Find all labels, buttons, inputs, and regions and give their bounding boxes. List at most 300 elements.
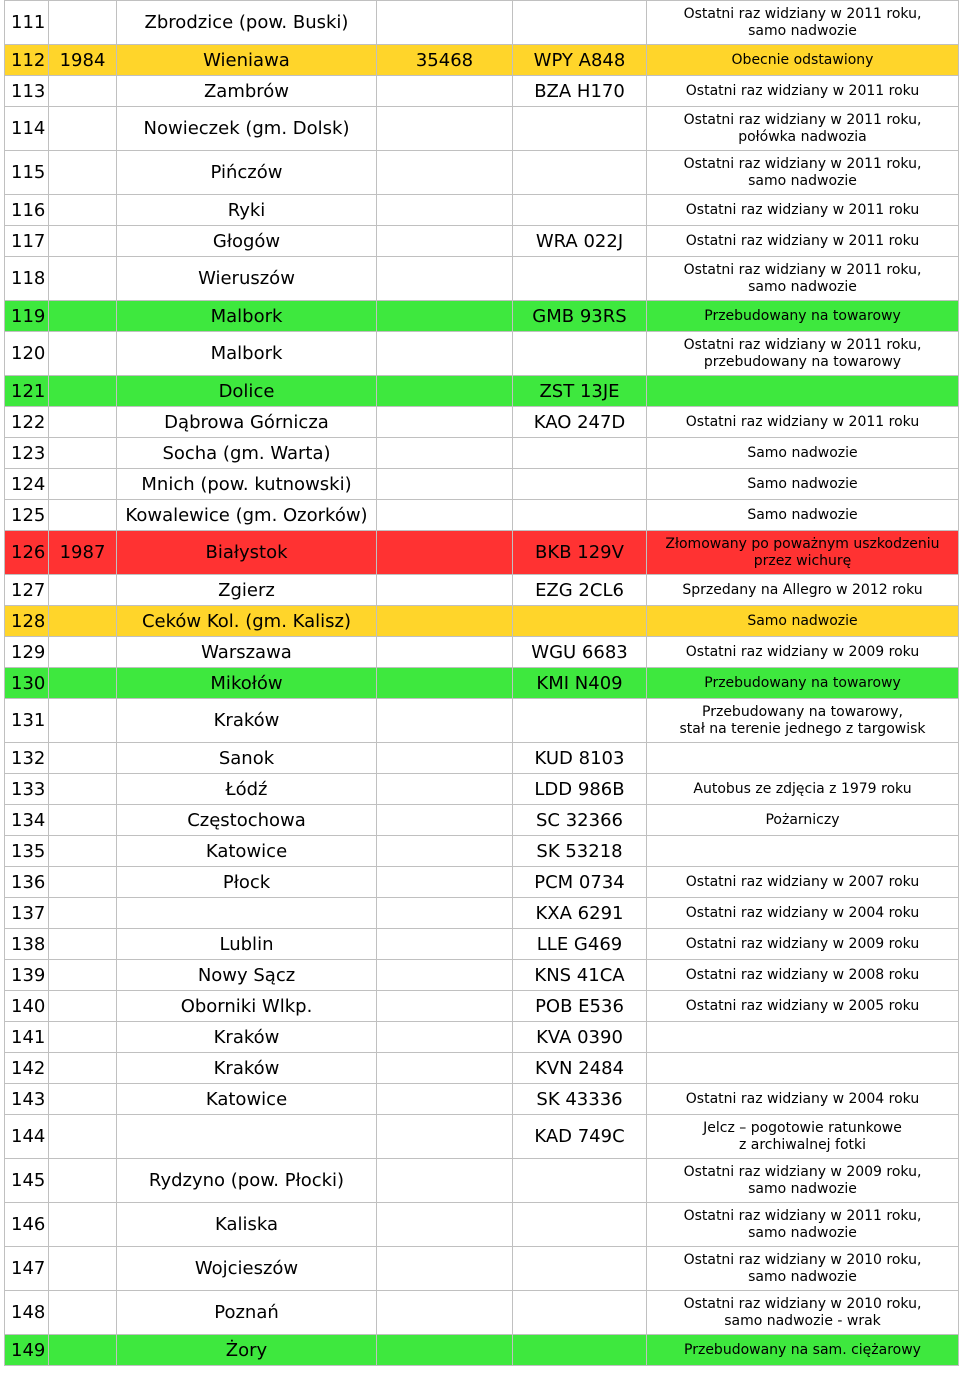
cell-nr: 143 (5, 1084, 49, 1115)
cell-nr: 139 (5, 960, 49, 991)
cell-nr: 127 (5, 575, 49, 606)
cell-city: Zgierz (117, 575, 377, 606)
note-line: Pożarniczy (765, 811, 840, 828)
note-line: przebudowany na towarowy (703, 353, 902, 370)
table-row (5, 332, 959, 376)
cell-registration: KVN 2484 (513, 1053, 647, 1084)
cell-nr: 140 (5, 991, 49, 1022)
cell-registration: POB E536 (513, 991, 647, 1022)
table-row (5, 774, 959, 805)
cell-nr: 116 (5, 195, 49, 226)
table-row (5, 898, 959, 929)
cell-registration (513, 1, 647, 45)
cell-side-number (377, 929, 513, 960)
table-row (5, 195, 959, 226)
cell-note (647, 668, 959, 699)
cell-year (49, 1115, 117, 1159)
cell-city: Oborniki Wlkp. (117, 991, 377, 1022)
cell-nr: 119 (5, 301, 49, 332)
cell-year (49, 1159, 117, 1203)
cell-registration: KNS 41CA (513, 960, 647, 991)
cell-nr: 121 (5, 376, 49, 407)
cell-year (49, 606, 117, 637)
cell-side-number (377, 960, 513, 991)
table-row (5, 743, 959, 774)
cell-registration: KVA 0390 (513, 1022, 647, 1053)
cell-city: Malbork (117, 301, 377, 332)
cell-nr: 147 (5, 1247, 49, 1291)
cell-city: Ryki (117, 195, 377, 226)
cell-nr: 114 (5, 107, 49, 151)
cell-city (117, 1115, 377, 1159)
cell-note (647, 898, 959, 929)
cell-side-number (377, 1203, 513, 1247)
cell-note (647, 332, 959, 376)
table-row (5, 151, 959, 195)
cell-registration: SK 43336 (513, 1084, 647, 1115)
cell-year (49, 469, 117, 500)
cell-city: Warszawa (117, 637, 377, 668)
note-line: Ostatni raz widziany w 2009 roku, (683, 1163, 922, 1180)
note-line: Samo nadwozie (747, 444, 858, 461)
cell-city: Dolice (117, 376, 377, 407)
cell-year (49, 1053, 117, 1084)
cell-city: Mnich (pow. kutnowski) (117, 469, 377, 500)
note-line: przez wichurę (753, 552, 852, 569)
table-row (5, 376, 959, 407)
table-row (5, 500, 959, 531)
cell-registration (513, 1159, 647, 1203)
cell-note (647, 1247, 959, 1291)
note-line: samo nadwozie (748, 1224, 857, 1241)
cell-year (49, 836, 117, 867)
cell-note (647, 257, 959, 301)
cell-registration (513, 469, 647, 500)
note-line: Ostatni raz widziany w 2011 roku (685, 82, 920, 99)
cell-nr: 137 (5, 898, 49, 929)
cell-registration: KAO 247D (513, 407, 647, 438)
cell-side-number (377, 668, 513, 699)
cell-side-number (377, 575, 513, 606)
cell-year (49, 960, 117, 991)
cell-note (647, 575, 959, 606)
cell-note (647, 45, 959, 76)
note-line: połówka nadwozia (738, 128, 867, 145)
table-row (5, 699, 959, 743)
cell-registration: KXA 6291 (513, 898, 647, 929)
table-row (5, 867, 959, 898)
note-line: Ostatni raz widziany w 2011 roku, (683, 5, 922, 22)
cell-year (49, 774, 117, 805)
cell-city: Kraków (117, 699, 377, 743)
cell-registration (513, 107, 647, 151)
cell-nr: 126 (5, 531, 49, 575)
note-line: Ostatni raz widziany w 2004 roku (685, 1090, 920, 1107)
cell-side-number (377, 699, 513, 743)
cell-note (647, 531, 959, 575)
note-line: samo nadwozie - wrak (724, 1312, 881, 1329)
cell-year (49, 107, 117, 151)
cell-note (647, 500, 959, 531)
cell-city: Kraków (117, 1053, 377, 1084)
cell-nr: 144 (5, 1115, 49, 1159)
cell-registration: LDD 986B (513, 774, 647, 805)
cell-note (647, 469, 959, 500)
note-line: Samo nadwozie (747, 475, 858, 492)
cell-year (49, 668, 117, 699)
note-line: Obecnie odstawiony (731, 51, 874, 68)
table-row (5, 407, 959, 438)
table-row (5, 1291, 959, 1335)
table-row (5, 301, 959, 332)
cell-registration (513, 1203, 647, 1247)
table-row (5, 531, 959, 575)
cell-city: Zbrodzice (pow. Buski) (117, 1, 377, 45)
cell-nr: 111 (5, 1, 49, 45)
cell-side-number (377, 469, 513, 500)
cell-nr: 141 (5, 1022, 49, 1053)
cell-side-number (377, 1115, 513, 1159)
note-line: Ostatni raz widziany w 2011 roku (685, 413, 920, 430)
cell-note (647, 1, 959, 45)
cell-nr: 125 (5, 500, 49, 531)
cell-city: Kowalewice (gm. Ozorków) (117, 500, 377, 531)
table-row (5, 107, 959, 151)
cell-year (49, 1247, 117, 1291)
cell-side-number (377, 195, 513, 226)
cell-note (647, 76, 959, 107)
note-line: Samo nadwozie (747, 506, 858, 523)
table-row (5, 575, 959, 606)
cell-side-number (377, 76, 513, 107)
cell-year (49, 151, 117, 195)
cell-registration: SK 53218 (513, 836, 647, 867)
cell-city: Żory (117, 1335, 377, 1366)
note-line: Jelcz – pogotowie ratunkowe (703, 1119, 902, 1136)
table-row (5, 668, 959, 699)
cell-registration: BZA H170 (513, 76, 647, 107)
table-row (5, 438, 959, 469)
cell-city: Białystok (117, 531, 377, 575)
cell-side-number (377, 151, 513, 195)
cell-side-number (377, 332, 513, 376)
note-line: Ostatni raz widziany w 2005 roku (685, 997, 920, 1014)
cell-registration: EZG 2CL6 (513, 575, 647, 606)
cell-year (49, 699, 117, 743)
cell-city: Lublin (117, 929, 377, 960)
vehicle-table (4, 0, 959, 1366)
cell-city: Ceków Kol. (gm. Kalisz) (117, 606, 377, 637)
cell-note (647, 1291, 959, 1335)
cell-side-number (377, 1159, 513, 1203)
cell-side-number (377, 606, 513, 637)
table-row (5, 1159, 959, 1203)
cell-nr: 124 (5, 469, 49, 500)
note-line: Przebudowany na towarowy, (702, 703, 903, 720)
cell-note (647, 407, 959, 438)
cell-year (49, 407, 117, 438)
note-line: samo nadwozie (748, 172, 857, 189)
cell-note (647, 1084, 959, 1115)
cell-note (647, 438, 959, 469)
cell-city: Nowy Sącz (117, 960, 377, 991)
cell-nr: 115 (5, 151, 49, 195)
table-row (5, 1022, 959, 1053)
note-line: Ostatni raz widziany w 2008 roku (685, 966, 920, 983)
cell-nr: 142 (5, 1053, 49, 1084)
note-line: Ostatni raz widziany w 2009 roku (685, 935, 920, 952)
cell-registration (513, 332, 647, 376)
cell-nr: 145 (5, 1159, 49, 1203)
cell-city: Malbork (117, 332, 377, 376)
cell-registration: KUD 8103 (513, 743, 647, 774)
cell-note (647, 699, 959, 743)
cell-year: 1987 (49, 531, 117, 575)
note-line: Sprzedany na Allegro w 2012 roku (682, 581, 923, 598)
cell-registration (513, 257, 647, 301)
table-row (5, 226, 959, 257)
table-row (5, 1, 959, 45)
cell-note (647, 743, 959, 774)
table-row (5, 45, 959, 76)
cell-year (49, 929, 117, 960)
cell-side-number (377, 867, 513, 898)
cell-note (647, 836, 959, 867)
cell-registration: BKB 129V (513, 531, 647, 575)
cell-year (49, 991, 117, 1022)
cell-registration (513, 1247, 647, 1291)
cell-registration (513, 438, 647, 469)
note-line: stał na terenie jednego z targowisk (679, 720, 926, 737)
cell-side-number (377, 1084, 513, 1115)
cell-city: Mikołów (117, 668, 377, 699)
cell-city: Socha (gm. Warta) (117, 438, 377, 469)
cell-note (647, 1053, 959, 1084)
cell-year (49, 898, 117, 929)
note-line: Ostatni raz widziany w 2007 roku (685, 873, 920, 890)
cell-registration: GMB 93RS (513, 301, 647, 332)
cell-registration (513, 500, 647, 531)
cell-year (49, 1022, 117, 1053)
table-row (5, 1247, 959, 1291)
cell-city: Katowice (117, 1084, 377, 1115)
cell-year (49, 301, 117, 332)
cell-side-number (377, 1247, 513, 1291)
cell-city: Kaliska (117, 1203, 377, 1247)
cell-side-number (377, 743, 513, 774)
cell-note (647, 991, 959, 1022)
note-line: Samo nadwozie (747, 612, 858, 629)
cell-note (647, 606, 959, 637)
table-row (5, 960, 959, 991)
cell-note (647, 301, 959, 332)
cell-nr: 135 (5, 836, 49, 867)
cell-registration: WGU 6683 (513, 637, 647, 668)
cell-year (49, 1335, 117, 1366)
cell-nr: 122 (5, 407, 49, 438)
note-line: Ostatni raz widziany w 2011 roku (685, 201, 920, 218)
cell-registration (513, 1291, 647, 1335)
cell-nr: 133 (5, 774, 49, 805)
cell-city: Wieniawa (117, 45, 377, 76)
cell-nr: 131 (5, 699, 49, 743)
cell-city: Katowice (117, 836, 377, 867)
cell-side-number (377, 257, 513, 301)
table-row (5, 257, 959, 301)
cell-city: Łódź (117, 774, 377, 805)
cell-registration (513, 195, 647, 226)
note-line: Ostatni raz widziany w 2009 roku (685, 643, 920, 660)
table-row (5, 1203, 959, 1247)
cell-city: Zambrów (117, 76, 377, 107)
cell-year (49, 1291, 117, 1335)
note-line: Ostatni raz widziany w 2011 roku, (683, 155, 922, 172)
note-line: Ostatni raz widziany w 2011 roku, (683, 336, 922, 353)
cell-year (49, 1203, 117, 1247)
cell-note (647, 1115, 959, 1159)
cell-note (647, 805, 959, 836)
cell-city: Głogów (117, 226, 377, 257)
cell-nr: 134 (5, 805, 49, 836)
cell-nr: 112 (5, 45, 49, 76)
note-line: Ostatni raz widziany w 2011 roku, (683, 1207, 922, 1224)
table-row (5, 1115, 959, 1159)
cell-year (49, 867, 117, 898)
table-row (5, 1335, 959, 1366)
cell-side-number (377, 1, 513, 45)
cell-city: Rydzyno (pow. Płocki) (117, 1159, 377, 1203)
cell-city: Pińczów (117, 151, 377, 195)
cell-side-number (377, 774, 513, 805)
cell-registration (513, 606, 647, 637)
cell-note (647, 774, 959, 805)
table-row (5, 469, 959, 500)
cell-nr: 148 (5, 1291, 49, 1335)
table-row (5, 606, 959, 637)
cell-nr: 146 (5, 1203, 49, 1247)
cell-registration: LLE G469 (513, 929, 647, 960)
note-line: Przebudowany na towarowy (704, 307, 901, 324)
table-row (5, 805, 959, 836)
note-line: Złomowany po poważnym uszkodzeniu (665, 535, 940, 552)
note-line: Ostatni raz widziany w 2010 roku, (683, 1251, 922, 1268)
cell-nr: 128 (5, 606, 49, 637)
cell-year (49, 637, 117, 668)
cell-year (49, 332, 117, 376)
cell-nr: 117 (5, 226, 49, 257)
note-line: samo nadwozie (748, 278, 857, 295)
cell-nr: 129 (5, 637, 49, 668)
cell-registration (513, 151, 647, 195)
cell-side-number (377, 637, 513, 668)
cell-year: 1984 (49, 45, 117, 76)
cell-side-number (377, 1335, 513, 1366)
cell-nr: 138 (5, 929, 49, 960)
cell-note (647, 960, 959, 991)
cell-note (647, 1159, 959, 1203)
cell-side-number (377, 991, 513, 1022)
cell-side-number (377, 1022, 513, 1053)
cell-year (49, 743, 117, 774)
cell-nr: 136 (5, 867, 49, 898)
cell-side-number: 35468 (377, 45, 513, 76)
cell-registration: ZST 13JE (513, 376, 647, 407)
cell-city: Kraków (117, 1022, 377, 1053)
note-line: Przebudowany na sam. ciężarowy (684, 1341, 921, 1358)
table-row (5, 1053, 959, 1084)
cell-side-number (377, 1053, 513, 1084)
cell-city: Dąbrowa Górnicza (117, 407, 377, 438)
note-line: z archiwalnej fotki (738, 1136, 866, 1153)
cell-city: Częstochowa (117, 805, 377, 836)
cell-nr: 120 (5, 332, 49, 376)
cell-side-number (377, 500, 513, 531)
cell-note (647, 929, 959, 960)
cell-nr: 113 (5, 76, 49, 107)
cell-note (647, 376, 959, 407)
table-row (5, 991, 959, 1022)
table-row (5, 1084, 959, 1115)
cell-year (49, 575, 117, 606)
cell-nr: 123 (5, 438, 49, 469)
cell-side-number (377, 376, 513, 407)
cell-note (647, 1203, 959, 1247)
cell-note (647, 151, 959, 195)
cell-side-number (377, 1291, 513, 1335)
note-line: samo nadwozie (748, 1268, 857, 1285)
cell-year (49, 1084, 117, 1115)
cell-registration (513, 1335, 647, 1366)
cell-city: Sanok (117, 743, 377, 774)
cell-year (49, 500, 117, 531)
table-row (5, 929, 959, 960)
note-line: Ostatni raz widziany w 2010 roku, (683, 1295, 922, 1312)
cell-side-number (377, 805, 513, 836)
cell-year (49, 805, 117, 836)
cell-nr: 132 (5, 743, 49, 774)
cell-city: Nowieczek (gm. Dolsk) (117, 107, 377, 151)
cell-registration: WPY A848 (513, 45, 647, 76)
note-line: Ostatni raz widziany w 2011 roku, (683, 111, 922, 128)
cell-city: Poznań (117, 1291, 377, 1335)
cell-registration: WRA 022J (513, 226, 647, 257)
cell-city: Wojcieszów (117, 1247, 377, 1291)
cell-year (49, 226, 117, 257)
table-row (5, 76, 959, 107)
table-row (5, 836, 959, 867)
cell-city (117, 898, 377, 929)
cell-side-number (377, 836, 513, 867)
note-line: Ostatni raz widziany w 2004 roku (685, 904, 920, 921)
table-row (5, 637, 959, 668)
cell-side-number (377, 107, 513, 151)
cell-nr: 130 (5, 668, 49, 699)
cell-year (49, 76, 117, 107)
cell-year (49, 257, 117, 301)
note-line: samo nadwozie (748, 22, 857, 39)
cell-note (647, 107, 959, 151)
cell-side-number (377, 438, 513, 469)
cell-note (647, 195, 959, 226)
cell-note (647, 1022, 959, 1053)
cell-registration: KAD 749C (513, 1115, 647, 1159)
note-line: Autobus ze zdjęcia z 1979 roku (693, 780, 912, 797)
cell-year (49, 438, 117, 469)
cell-note (647, 637, 959, 668)
table-body (5, 1, 959, 1366)
cell-side-number (377, 407, 513, 438)
cell-city: Wieruszów (117, 257, 377, 301)
